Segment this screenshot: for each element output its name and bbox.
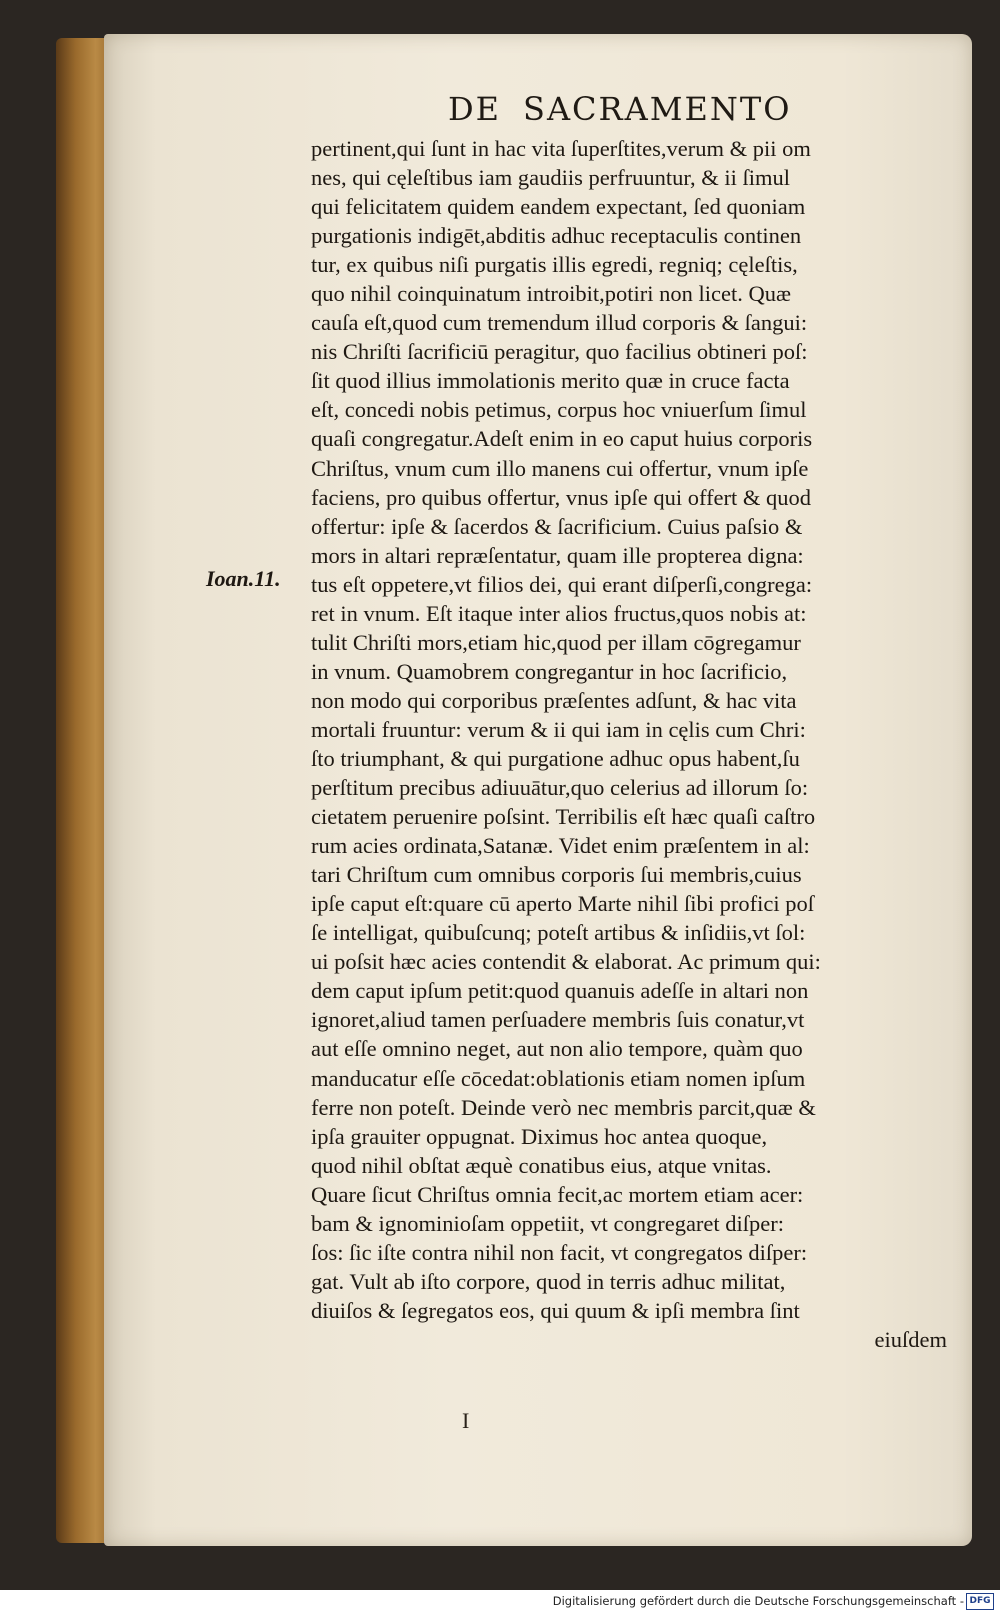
text-line: tus eſt oppetere,vt filios dei, qui erant diſperſi,congrega: [311,571,813,597]
text-line: cauſa eſt,quod cum tremendum illud corporis & ſangui: [311,310,808,336]
dfg-logo-icon: DFG [966,1593,994,1610]
signature-mark: I [462,1408,470,1433]
text-line: in vnum. Quamobrem congregantur in hoc ſacrificio, [311,658,788,684]
body-text [311,134,951,1354]
text-line: mors in altari repræſentatur, quam ille propterea digna: [311,542,804,568]
text-line: ſit quod illius immolationis merito quæ in cruce facta [311,368,790,394]
text-line: bam & ignominioſam oppetiit, vt congregaret diſper: [311,1210,785,1236]
text-line: dem caput ipſum petit:quod quanuis adeſſe in altari non [311,978,809,1004]
text-line: ret in vnum. Eſt itaque inter alios fructus,quos nobis at: [311,600,807,626]
text-line: cietatem peruenire poſsint. Terribilis eſt hæc quaſi caſtro [311,804,816,830]
text-line: faciens, pro quibus offertur, vnus ipſe qui offert & quod [311,484,812,510]
running-head-word-2: SACRAMENTO [523,90,792,128]
running-head [448,90,808,128]
text-line: qui felicitatem quidem eandem expectant, ſed quoniam [311,194,806,220]
running-head-word-1: DE [448,90,502,128]
text-line: ignoret,aliud tamen perſuadere membris ſuis conatur,vt [311,1007,805,1033]
text-line: purgationis indigēt,abditis adhuc receptaculis continen [311,223,802,249]
text-line: ipſe caput eſt:quare cū aperto Marte nihil ſibi profici poſ [311,891,814,917]
text-line: nis Chriſti ſacrificiū peragitur, quo facilius obtineri poſ: [311,339,808,365]
text-line: rum acies ordinata,Satanæ. Videt enim præſentem in al: [311,833,810,859]
text-line: ipſa grauiter oppugnat. Diximus hoc antea quoque, [311,1123,768,1149]
footer-credit: Digitalisierung gefördert durch die Deutsche Forschungsgemeinschaft - [552,1594,964,1608]
text-line: nes, qui cęleſtibus iam gaudiis perfruuntur, & ii ſimul [311,165,791,191]
text-line: ui poſsit hæc acies contendit & elaborat. Ac primum qui: [311,949,821,975]
text-line: manducatur eſſe cōcedat:oblationis etiam nomen ipſum [311,1065,806,1091]
text-line: ſe intelligat, quibuſcunq; poteſt artibus & inſidiis,vt ſol: [311,920,806,946]
text-line: aut eſſe omnino neget, aut non alio tempore, quàm quo [311,1036,803,1062]
text-line: Chriſtus, vnum cum illo manens cui offertur, vnum ipſe [311,455,809,481]
text-line: diuiſos & ſegregatos eos, qui quum & ipſi membra ſint [311,1297,800,1323]
text-line: non modo qui corporibus præſentes adſunt, & hac vita [311,687,797,713]
catchword: eiuſdem [874,1326,947,1352]
text-line: tari Chriſtum cum omnibus corporis ſui membris,cuius [311,862,802,888]
text-line: eſt, concedi nobis petimus, corpus hoc vniuerſum ſimul [311,397,807,423]
text-line: gat. Vult ab iſto corpore, quod in terris adhuc militat, [311,1268,786,1294]
text-line: quo nihil coinquinatum introibit,potiri non licet. Quæ [311,281,791,307]
text-line: perſtitum precibus adiuuātur,quo celerius ad illorum ſo: [311,775,809,801]
text-line: Quare ſicut Chriſtus omnia fecit,ac mortem etiam acer: [311,1181,804,1207]
text-line: quaſi congregatur.Adeſt enim in eo caput huius corporis [311,426,813,452]
text-line: quod nihil obſtat æquè conatibus eius, atque vnitas. [311,1152,772,1178]
text-line: pertinent,qui ſunt in hac vita ſuperſtites,verum & pii om [311,136,811,161]
text-line: mortali fruuntur: verum & ii qui iam in cęlis cum Chri: [311,716,806,742]
text-line: offertur: ipſe & ſacerdos & ſacrificium. Cuius paſsio & [311,513,803,539]
text-line: ferre non poteſt. Deinde verò nec membris parcit,quæ & [311,1094,816,1120]
text-line: ſto triumphant, & qui purgatione adhuc opus habent,ſu [311,745,800,771]
text-line: tulit Chriſti mors,etiam hic,quod per illam cōgregamur [311,629,801,655]
text-line: tur, ex quibus niſi purgatis illis egredi, regniq; cęleſtis, [311,252,798,278]
margin-note: Ioan.11. [206,566,281,591]
text-line: ſos: ſic iſte contra nihil non facit, vt congregatos diſper: [311,1239,808,1265]
